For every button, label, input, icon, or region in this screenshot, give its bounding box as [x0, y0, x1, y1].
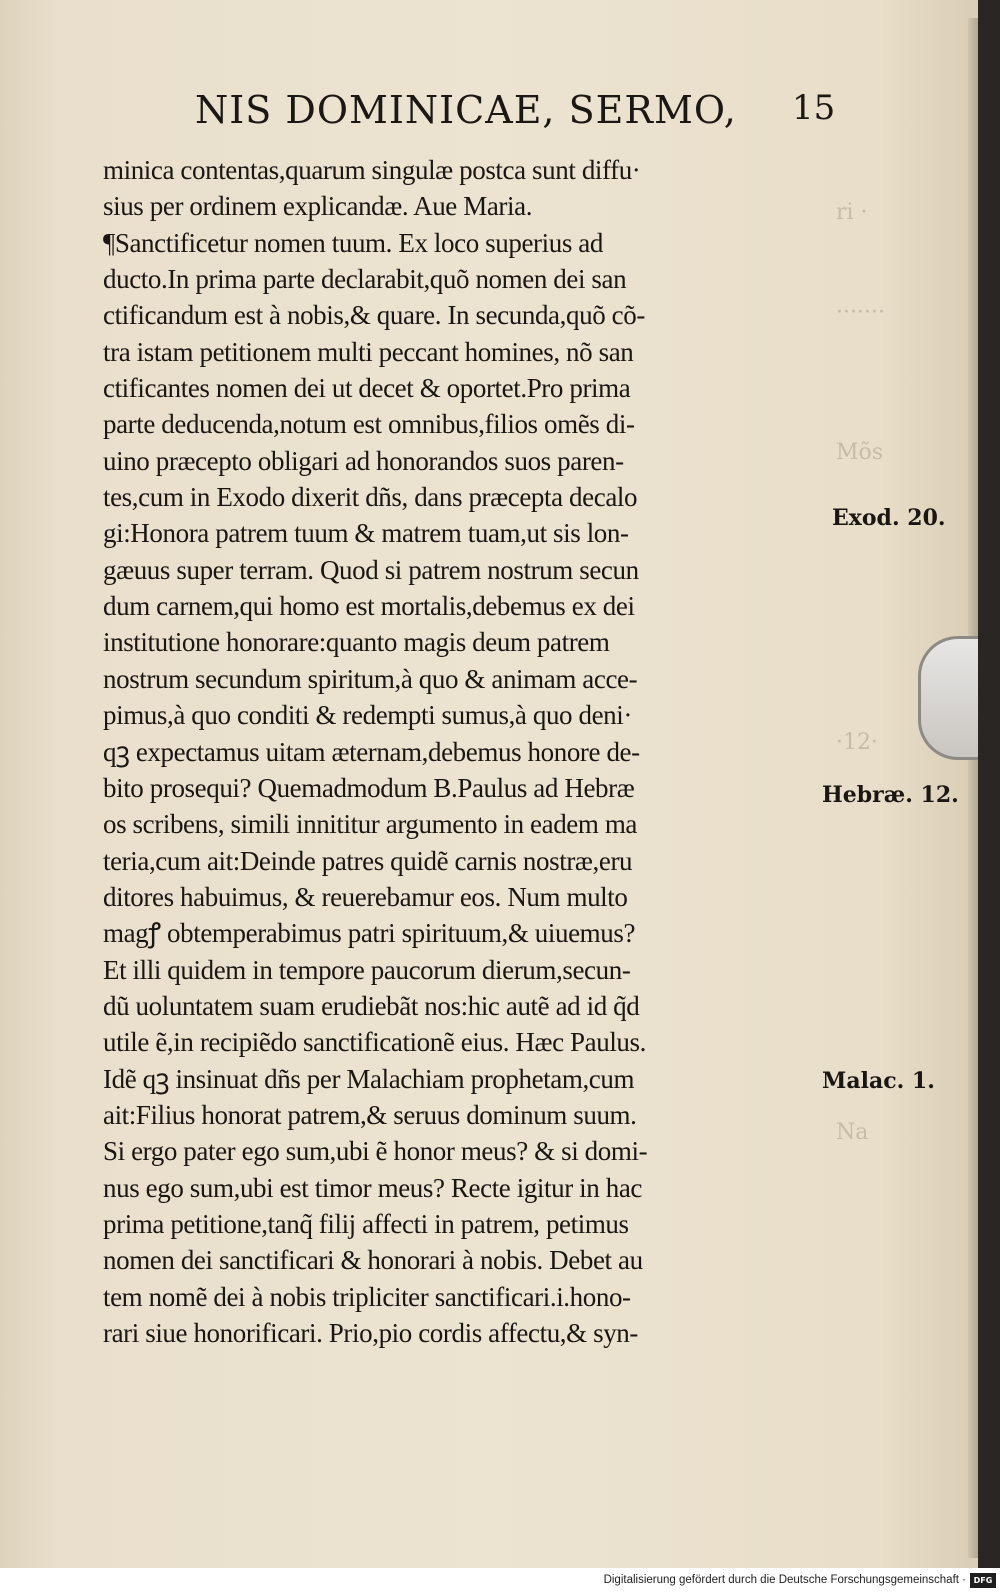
- text-line: gi:Honora patrem tuum & matrem tuam,ut sis lon-: [103, 518, 629, 549]
- text-line: prima petitione,tanq̃ filij affecti in patrem, petimus: [103, 1208, 629, 1239]
- text-line: Idẽ qꝫ insinuat dñs per Malachiam prophetam,cum: [103, 1063, 635, 1094]
- text-line: qꝫ expectamus uitam æternam,debemus honore de-: [103, 736, 640, 767]
- text-line: dũ uoluntatem suam erudiebãt nos:hic autẽ ad id q̃d: [103, 990, 640, 1021]
- text-line: nus ego sum,ubi est timor meus? Recte igitur in hac: [103, 1172, 642, 1203]
- text-line: Si ergo pater ego sum,ubi ẽ honor meus? & si domi-: [103, 1136, 648, 1167]
- text-line: ctificantes nomen dei ut decet & oportet.Pro prima: [103, 373, 631, 404]
- text-line: institutione honorare:quanto magis deum patrem: [103, 627, 610, 658]
- text-line: ait:Filius honorat patrem,& seruus dominum suum.: [103, 1099, 637, 1130]
- margin-note-malachi: Malac. 1.: [822, 1068, 935, 1094]
- text-line: minica contentas,quarum singulæ postca sunt diffu·: [103, 155, 641, 185]
- text-line: magꝭ obtemperabimus patri spirituum,& uiuemus?: [103, 918, 636, 949]
- page-number: 15: [792, 88, 836, 128]
- text-line: ditores habuimus, & reuerebamur eos. Num multo: [103, 881, 628, 912]
- text-line: bito prosequi? Quemadmodum B.Paulus ad Hebræ: [103, 772, 635, 803]
- text-line: tem nomẽ dei à nobis tripliciter sanctificari.i.hono-: [103, 1281, 631, 1312]
- text-line: tes,cum in Exodo dixerit dñs, dans præcepta decalo: [103, 482, 638, 513]
- bleed-through-text: ·12·: [836, 730, 878, 755]
- funding-credit: Digitalisierung gefördert durch die Deutsche Forschungsgemeinschaft ·: [603, 1574, 966, 1586]
- text-line: gæuus super terram. Quod si patrem nostrum secun: [103, 554, 639, 585]
- margin-note-exodus: Exod. 20.: [832, 505, 946, 531]
- text-line: rari siue honorificari. Prio,pio cordis affectu,& syn-: [103, 1318, 638, 1348]
- bookmark-clip: [918, 636, 978, 760]
- text-line: dum carnem,qui homo est mortalis,debemus ex dei: [103, 591, 635, 622]
- bleed-through-text: ·······: [836, 300, 885, 325]
- text-line: pimus,à quo conditi & redempti sumus,à quo deni·: [103, 700, 632, 731]
- text-line: ctificandum est à nobis,& quare. In secunda,quõ cõ-: [103, 300, 645, 331]
- text-line: teria,cum ait:Deinde patres quidẽ carnis nostræ,eru: [103, 845, 633, 876]
- text-line: ¶Sanctificetur nomen tuum. Ex loco superius ad: [103, 227, 603, 258]
- text-line: nostrum secundum spiritum,à quo & animam acce-: [103, 663, 638, 694]
- text-line: sius per ordinem explicandæ. Aue Maria.: [103, 191, 533, 222]
- text-line: utile ẽ,in recipiẽdo sanctificationẽ eius. Hæc Paulus.: [103, 1027, 646, 1058]
- running-head-title: NIS DOMINICAE, SERMO,: [195, 88, 737, 132]
- bleed-through-text: ri ·: [836, 200, 868, 225]
- text-line: Et illi quidem in tempore paucorum dierum,secun-: [103, 954, 631, 985]
- bleed-through-text: Mõs: [836, 440, 884, 465]
- page-edge: [968, 18, 978, 1558]
- text-line: tra istam petitionem multi peccant homines, nõ san: [103, 336, 634, 367]
- margin-note-hebrews: Hebræ. 12.: [822, 782, 959, 808]
- text-line: ducto.In prima parte declarabit,quõ nomen dei san: [103, 264, 627, 295]
- sermon-text: [103, 152, 825, 1351]
- text-line: parte deducenda,notum est omnibus,filios omẽs di-: [103, 409, 635, 440]
- bleed-through-text: Na: [836, 1120, 869, 1145]
- text-line: uino præcepto obligari ad honorandos suos paren-: [103, 445, 624, 476]
- dfg-logo: DFG: [970, 1573, 996, 1588]
- text-line: nomen dei sanctificari & honorari à nobis. Debet au: [103, 1245, 643, 1276]
- text-line: os scribens, simili innititur argumento in eadem ma: [103, 809, 638, 840]
- footer-bar: [0, 1568, 1000, 1595]
